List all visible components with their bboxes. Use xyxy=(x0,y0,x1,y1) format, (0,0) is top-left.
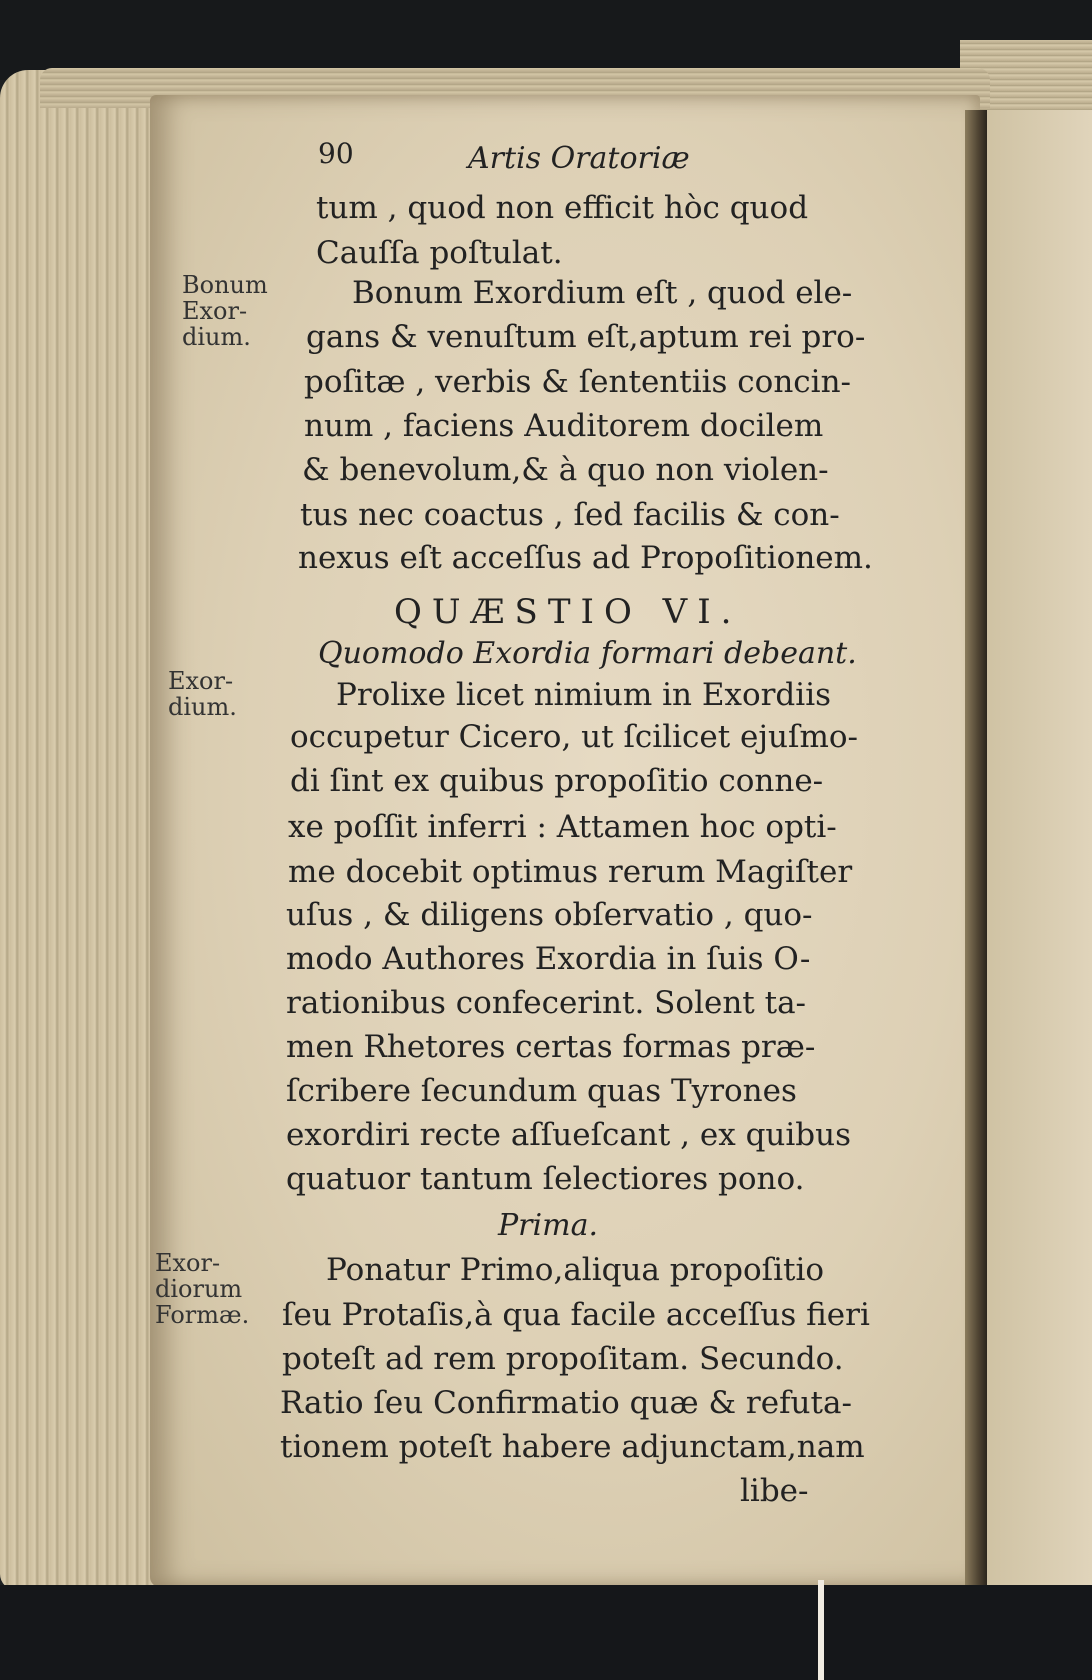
running-title: Artis Oratoriæ xyxy=(468,141,690,176)
text-line: Prolixe licet nimium in Exordiis xyxy=(336,677,832,713)
margin-note-exordium: Exor- dium. xyxy=(168,667,237,721)
margin-note-exordiorum-formae: Exor- diorum Formæ. xyxy=(155,1249,250,1329)
text-line: nexus eſt acceſſus ad Propoſitionem. xyxy=(298,540,873,576)
text-line: quatuor tantum ſelectiores pono. xyxy=(286,1161,805,1197)
text-line: tus nec coactus , ſed facilis & con- xyxy=(300,497,840,533)
left-page-stack xyxy=(0,70,168,1590)
text-line: men Rhetores certas formas præ- xyxy=(286,1029,816,1065)
text-line: rationibus confecerint. Solent ta- xyxy=(286,985,807,1021)
text-line: gans & venuſtum eſt,aptum rei pro- xyxy=(306,319,866,355)
facing-page-edge xyxy=(985,110,1092,1585)
book-gutter xyxy=(965,110,987,1585)
text-line: di ſint ex quibus propoſitio conne- xyxy=(290,763,824,799)
margin-note-bonum-exordium: Bonum Exor- dium. xyxy=(182,271,268,351)
section-heading: Prima. xyxy=(498,1208,598,1243)
text-line: Ponatur Primo,aliqua propoſitio xyxy=(326,1252,825,1288)
text-line: num , faciens Auditorem docilem xyxy=(304,408,824,444)
text-line: modo Authores Exordia in ſuis O- xyxy=(286,941,811,977)
text-line: tionem poteſt habere adjunctam,nam xyxy=(280,1429,865,1465)
text-line: poſitæ , verbis & ſententiis concin- xyxy=(304,364,852,400)
text-line: me docebit optimus rerum Magiſter xyxy=(288,854,853,890)
text-line: & benevolum,& à quo non violen- xyxy=(302,452,829,488)
bookmark-strip xyxy=(818,1580,824,1680)
text-line: uſus , & diligens obſervatio , quo- xyxy=(286,897,813,933)
text-line: occupetur Cicero, ut ſcilicet ejuſmo- xyxy=(290,719,858,755)
text-line: ſeu Protaſis,à qua facile acceſſus fieri xyxy=(282,1297,870,1333)
text-line: xe poſſit inferri : Attamen hoc opti- xyxy=(288,809,837,845)
text-line: exordiri recte aſſueſcant , ex quibus xyxy=(286,1117,852,1153)
question-title: Quomodo Exordia formari debeant. xyxy=(318,636,857,671)
text-line: ſcribere ſecundum quas Tyrones xyxy=(286,1073,797,1109)
text-line: poteſt ad rem propoſitam. Secundo. xyxy=(282,1341,844,1377)
page-number: 90 xyxy=(318,137,354,170)
text-line: tum , quod non efficit hòc quod xyxy=(316,190,809,226)
text-line: Bonum Exordium eſt , quod ele- xyxy=(352,275,853,311)
catchword: libe- xyxy=(740,1473,809,1509)
background-shadow-bottom xyxy=(0,1585,1092,1680)
question-heading: QUÆSTIO VI. xyxy=(394,592,742,632)
text-line: Cauſſa poſtulat. xyxy=(316,235,563,271)
text-line: Ratio ſeu Confirmatio quæ & refuta- xyxy=(280,1385,852,1421)
